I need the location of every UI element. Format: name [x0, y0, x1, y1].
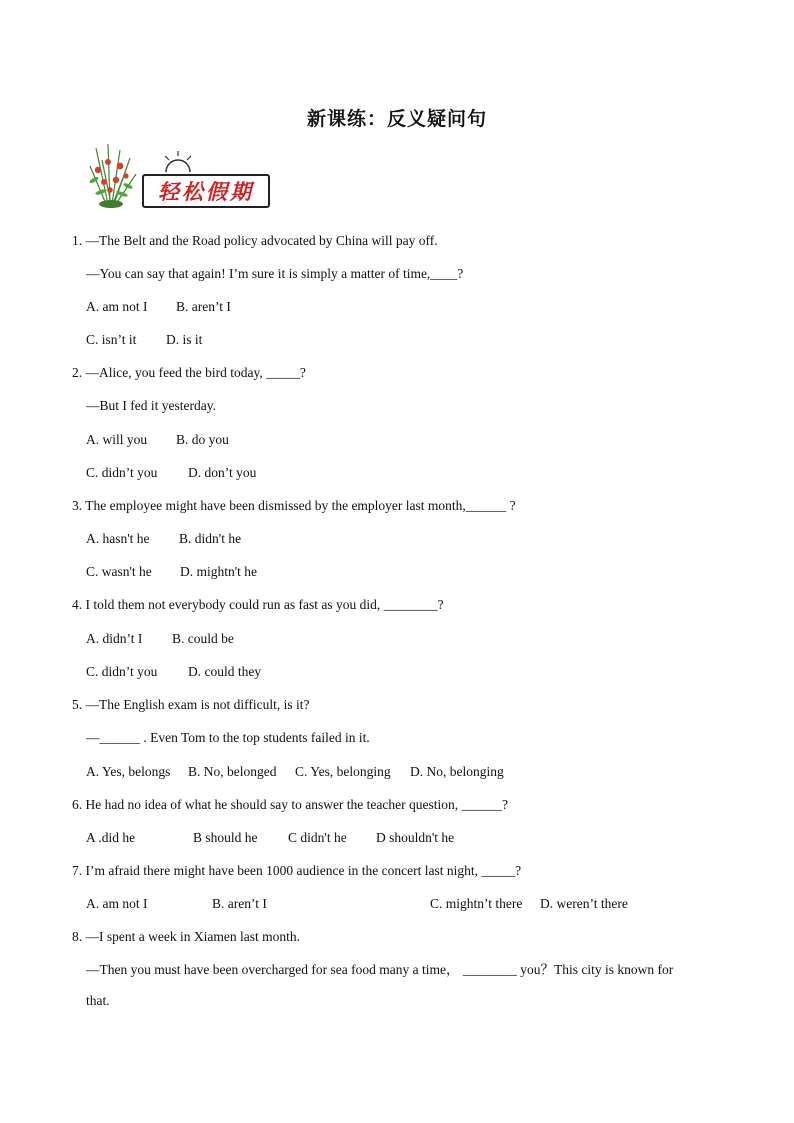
question-4-option-b: B. could be	[172, 631, 234, 646]
question-3-option-d: D. mightn't he	[180, 564, 258, 579]
flower-bouquet-icon	[86, 140, 146, 210]
question-1-option-a: A. am not I	[86, 299, 148, 314]
question-8-stem2: —Then you must have been overcharged for sea food many a time， ________ you？This city is known for	[86, 962, 674, 977]
question-1-option-b: B. aren’t I	[176, 299, 231, 314]
question-7-option-d: D. weren’t there	[540, 896, 628, 911]
question-2-option-b: B. do you	[176, 432, 229, 447]
question-2-option-c: C. didn’t you	[86, 465, 158, 480]
question-2-option-a: A. will you	[86, 432, 148, 447]
question-1-stem2: —You can say that again! I’m sure it is simply a matter of time,____?	[86, 266, 464, 281]
question-5-option-a: A. Yes, belongs	[86, 764, 171, 779]
question-6-stem: 6. He had no idea of what he should say to answer the teacher question, ______?	[72, 797, 509, 812]
question-5-stem: 5. —The English exam is not difficult, is it?	[72, 697, 310, 712]
question-4-stem: 4. I told them not everybody could run as fast as you did, ________?	[72, 597, 444, 612]
banner-text: 轻松假期	[158, 180, 254, 204]
question-7-option-a: A. am not I	[86, 896, 148, 911]
question-4-option-c: C. didn’t you	[86, 664, 158, 679]
question-2-stem2: —But I fed it yesterday.	[86, 398, 216, 413]
question-1-stem: 1. —The Belt and the Road policy advocated by China will pay off.	[72, 233, 438, 248]
sun-icon	[158, 150, 198, 172]
question-3-option-a: A. hasn't he	[86, 531, 150, 546]
question-8-stem3: that.	[86, 993, 110, 1008]
question-6-option-d: D shouldn't he	[376, 830, 455, 845]
question-7-option-c: C. mightn’t there	[430, 896, 523, 911]
question-2-option-d: D. don’t you	[188, 465, 257, 480]
question-4-option-d: D. could they	[188, 664, 262, 679]
question-4-option-a: A. didn’t I	[86, 631, 143, 646]
question-6-option-c: C didn't he	[288, 830, 347, 845]
question-7-stem: 7. I’m afraid there might have been 1000 audience in the concert last night, _____?	[72, 863, 522, 878]
banner-label-box	[142, 174, 270, 208]
question-3-option-b: B. didn't he	[179, 531, 242, 546]
question-1-option-d: D. is it	[166, 332, 203, 347]
question-5-option-d: D. No, belonging	[410, 764, 504, 779]
question-5-option-b: B. No, belonged	[188, 764, 277, 779]
question-7-option-b: B. aren’t I	[212, 896, 267, 911]
question-6-option-a: A .did he	[86, 830, 136, 845]
question-6-option-b: B should he	[193, 830, 258, 845]
page-title: 新课练：反义疑问句	[306, 108, 487, 130]
question-1-option-c: C. isn’t it	[86, 332, 137, 347]
question-5-stem2: —______ . Even Tom to the top students failed in it.	[86, 730, 370, 745]
question-3-stem: 3. The employee might have been dismissed by the employer last month,______ ?	[72, 498, 516, 513]
question-5-option-c: C. Yes, belonging	[295, 764, 391, 779]
holiday-banner	[86, 140, 270, 210]
question-2-stem: 2. —Alice, you feed the bird today, _____?	[72, 365, 306, 380]
question-8-stem: 8. —I spent a week in Xiamen last month.	[72, 929, 300, 944]
question-3-option-c: C. wasn't he	[86, 564, 152, 579]
